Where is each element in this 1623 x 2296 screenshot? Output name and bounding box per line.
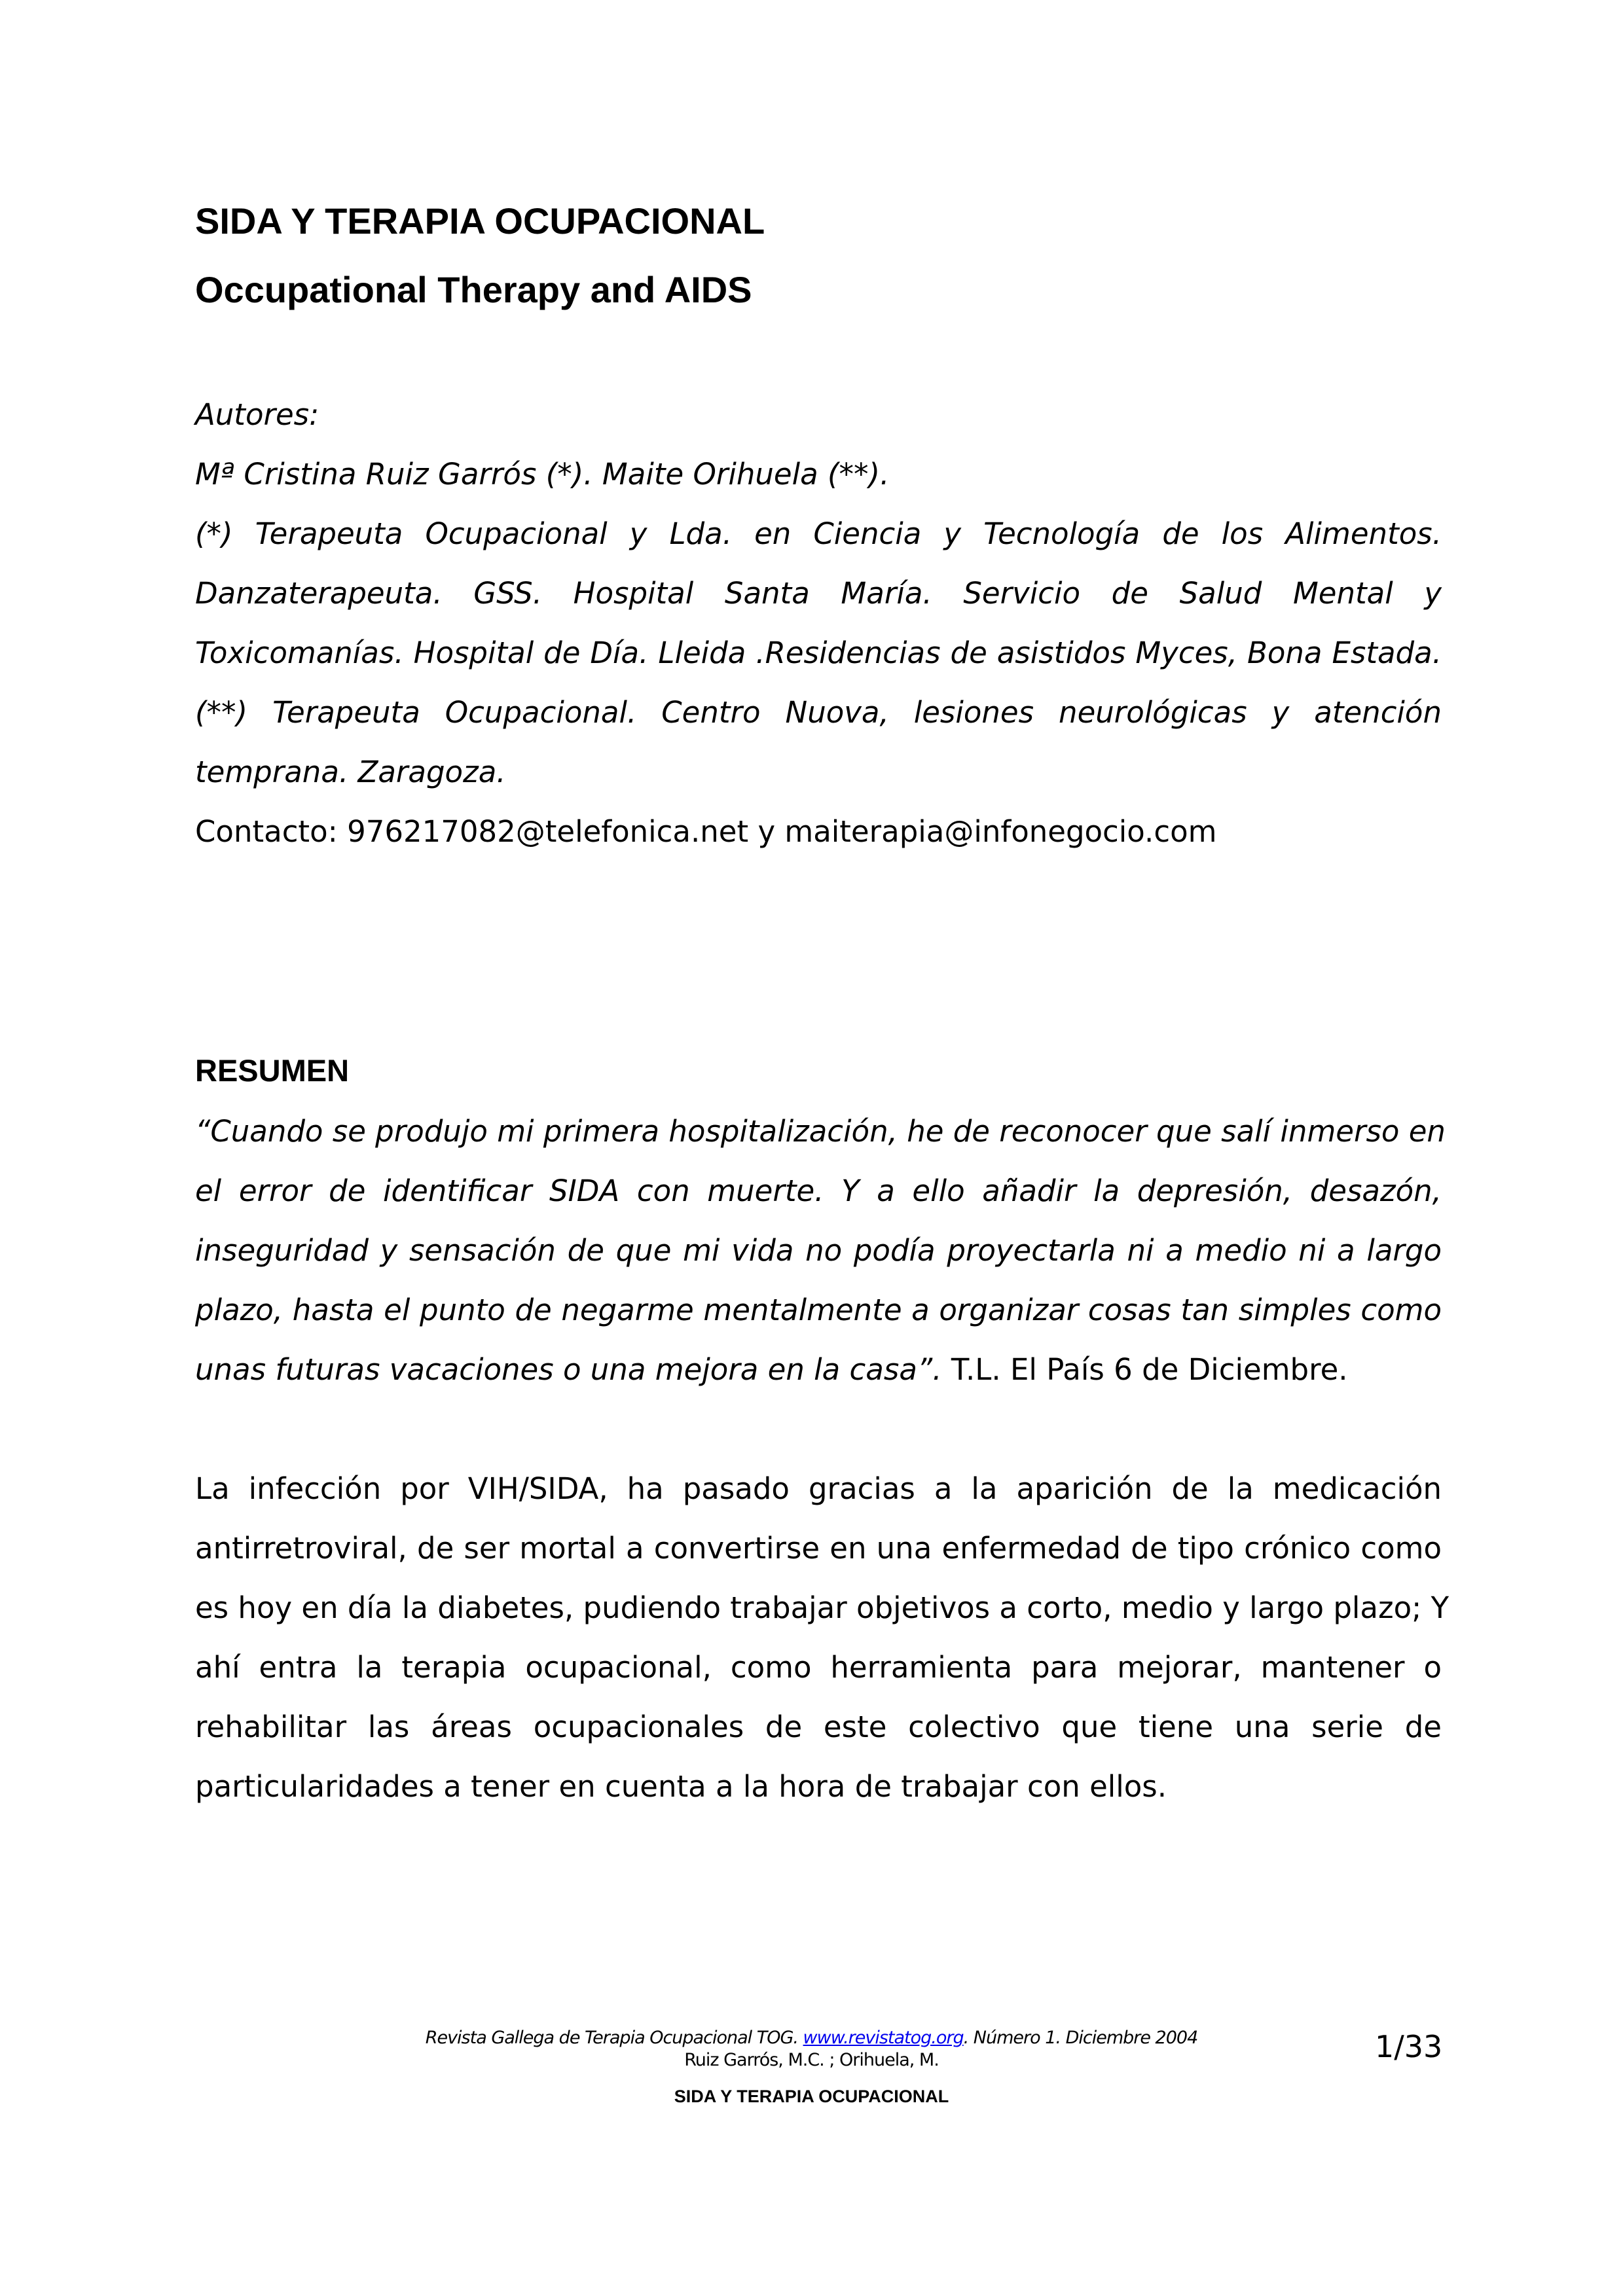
title-spanish: SIDA Y TERAPIA OCUPACIONAL [195, 200, 765, 242]
paragraph-line: ahí entra la terapia ocupacional, como herramienta para mejorar, mantener o [195, 1650, 1442, 1685]
resumen-heading: RESUMEN [195, 1053, 350, 1088]
quote-line-last [195, 1340, 1442, 1399]
authors-names: Mª Cristina Ruiz Garrós (*). Maite Orihuela (**). [195, 457, 890, 492]
quote-line: “Cuando se produjo mi primera hospitalización, he de reconocer que salí inmerso en [195, 1114, 1446, 1149]
contact-line: Contacto: 976217082@telefonica.net y maiterapia@infonegocio.com [195, 814, 1217, 849]
quote-line: plazo, hasta el punto de negarme mentalmente a organizar cosas tan simples como [195, 1293, 1442, 1327]
quote-end: unas futuras vacaciones o una mejora en la casa”. [195, 1352, 942, 1387]
paragraph-line: La infección por VIH/SIDA, ha pasado gracias a la aparición de la medicación [195, 1471, 1442, 1506]
paragraph-line: rehabilitar las áreas ocupacionales de este colectivo que tiene una serie de [195, 1710, 1442, 1744]
affiliation-line: (**) Terapeuta Ocupacional. Centro Nuova, lesiones neurológicas y atención [195, 695, 1442, 730]
affiliation-line: Toxicomanías. Hospital de Día. Lleida .Residencias de asistidos Myces, Bona Estada. [195, 636, 1442, 670]
footer-running-title: SIDA Y TERAPIA OCUPACIONAL [674, 2087, 949, 2106]
paragraph-line: antirretroviral, de ser mortal a convertirse en una enfermedad de tipo crónico como [195, 1531, 1442, 1566]
quote-line: inseguridad y sensación de que mi vida no podía proyectarla ni a medio ni a largo [195, 1233, 1442, 1268]
affiliation-line: (*) Terapeuta Ocupacional y Lda. en Ciencia y Tecnología de los Alimentos. [195, 516, 1442, 551]
title-english: Occupational Therapy and AIDS [195, 269, 752, 310]
authors-label: Autores: [195, 397, 319, 432]
resumen-paragraph [195, 1459, 1450, 1816]
affiliation-line: Danzaterapeuta. GSS. Hospital Santa María. Servicio de Salud Mental y [195, 576, 1442, 611]
quote-block [195, 1102, 1446, 1399]
journal-name: Revista Gallega de Terapia Ocupacional TOG. [425, 2028, 803, 2048]
affiliation-line: temprana. Zaragoza. [195, 755, 506, 789]
quote-source: T.L. El País 6 de Diciembre. [941, 1352, 1348, 1387]
footer-authors: Ruiz Garrós, M.C. ; Orihuela, M. [684, 2050, 939, 2070]
authors-block [195, 385, 1442, 861]
quote-line: el error de identificar SIDA con muerte. Y a ello añadir la depresión, desazón, [195, 1174, 1442, 1208]
paragraph-line: particularidades a tener en cuenta a la hora de trabajar con ellos. [195, 1769, 1167, 1804]
issue-info: . Número 1. Diciembre 2004 [963, 2028, 1198, 2048]
page-number: 1/33 [1375, 2029, 1443, 2064]
journal-link[interactable]: www.revistatog.org [803, 2028, 964, 2048]
paragraph-line: es hoy en día la diabetes, pudiendo trabajar objetivos a corto, medio y largo plazo; Y [195, 1590, 1450, 1625]
